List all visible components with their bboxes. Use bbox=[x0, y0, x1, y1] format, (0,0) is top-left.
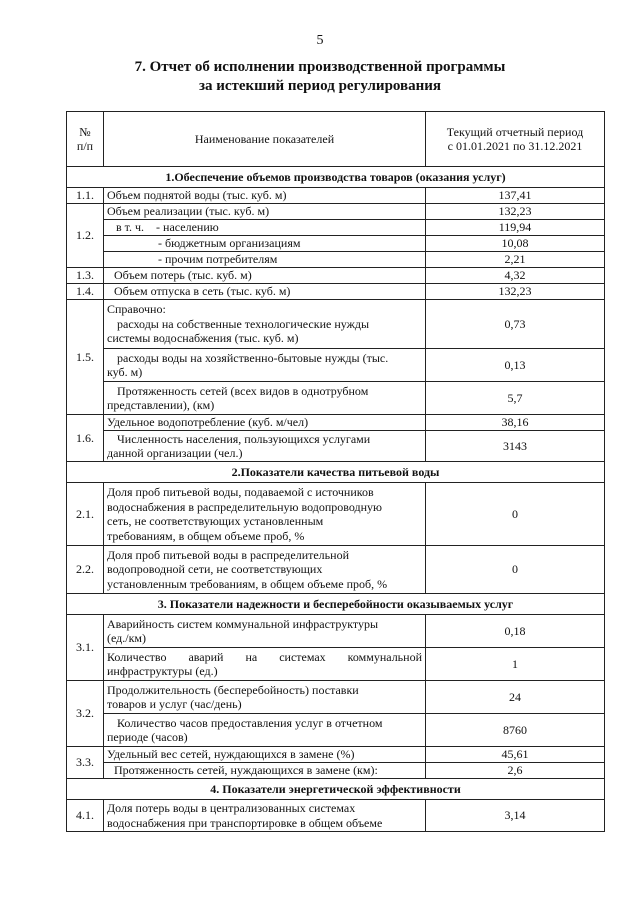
section-row bbox=[67, 594, 605, 615]
table-row: 1.6. Удельное водопотребление (куб. м/чел) 38,16 bbox=[67, 415, 605, 431]
section-2-title: 2.Показатели качества питьевой воды bbox=[67, 462, 605, 483]
header-period: Текущий отчетный период с 01.01.2021 по 31.12.2021 bbox=[426, 112, 605, 167]
table-row: Количество часов предоставления услуг в отчетном периоде (часов) 8760 bbox=[67, 714, 605, 747]
table-row: в т. ч. - населению 119,94 bbox=[67, 220, 605, 236]
section-row bbox=[67, 779, 605, 800]
table-row: 3.2. Продолжительность (бесперебойность) поставки товаров и услуг (час/день) 24 bbox=[67, 681, 605, 714]
table-row: 2.2. Доля проб питьевой воды в распределительной водопроводной сети, не соответствующих установленным требованиям, в общем объеме проб, % 0 bbox=[67, 546, 605, 594]
table-row: 3.3. Удельный вес сетей, нуждающихся в замене (%) 45,61 bbox=[67, 747, 605, 763]
table-row: 2.1. Доля проб питьевой воды, подаваемой с источников водоснабжения в распределительную водопроводную сеть, не соответствующих установленным требованиям, в общем объеме проб, % 0 bbox=[67, 483, 605, 546]
section-row bbox=[67, 167, 605, 188]
table-header-row bbox=[67, 112, 605, 167]
table-row: 1.4. Объем отпуска в сеть (тыс. куб. м) 132,23 bbox=[67, 284, 605, 300]
table-row: 1.5. Справочно: расходы на собственные технологические нужды системы водоснабжения (тыс. куб. м) 0,73 bbox=[67, 300, 605, 349]
header-number: № п/п bbox=[67, 112, 104, 167]
table-row: Количество аварий на системах коммунальной инфраструктуры (ед.) 1 bbox=[67, 648, 605, 681]
table-row: Численность населения, пользующихся услугами данной организации (чел.) 3143 bbox=[67, 431, 605, 462]
header-name: Наименование показателей bbox=[104, 112, 426, 167]
title-line-1: 7. Отчет об исполнении производственной программы bbox=[134, 59, 506, 75]
table-row: 3.1. Аварийность систем коммунальной инфраструктуры (ед./км) 0,18 bbox=[67, 615, 605, 648]
title-line-2: за истекший период регулирования bbox=[198, 78, 442, 94]
table-row: 1.1. Объем поднятой воды (тыс. куб. м) 137,41 bbox=[67, 188, 605, 204]
report-title bbox=[0, 58, 640, 96]
section-1-title: 1.Обеспечение объемов производства товаров (оказания услуг) bbox=[67, 167, 605, 188]
report-table bbox=[66, 111, 605, 832]
section-row bbox=[67, 462, 605, 483]
table-row: - прочим потребителям 2,21 bbox=[67, 252, 605, 268]
table-row: 1.2. Объем реализации (тыс. куб. м) 132,23 bbox=[67, 204, 605, 220]
table-row: Протяженность сетей, нуждающихся в замене (км): 2,6 bbox=[67, 763, 605, 779]
section-3-title: 3. Показатели надежности и бесперебойности оказываемых услуг bbox=[67, 594, 605, 615]
table-row: 4.1. Доля потерь воды в централизованных системах водоснабжения при транспортировке в общем объеме 3,14 bbox=[67, 800, 605, 832]
table-row: расходы воды на хозяйственно-бытовые нужды (тыс. куб. м) 0,13 bbox=[67, 349, 605, 382]
table-row: 1.3. Объем потерь (тыс. куб. м) 4,32 bbox=[67, 268, 605, 284]
page-number: 5 bbox=[316, 33, 324, 48]
table-row: Протяженность сетей (всех видов в однотрубном представлении), (км) 5,7 bbox=[67, 382, 605, 415]
table-row: - бюджетным организациям 10,08 bbox=[67, 236, 605, 252]
section-4-title: 4. Показатели энергетической эффективности bbox=[67, 779, 605, 800]
